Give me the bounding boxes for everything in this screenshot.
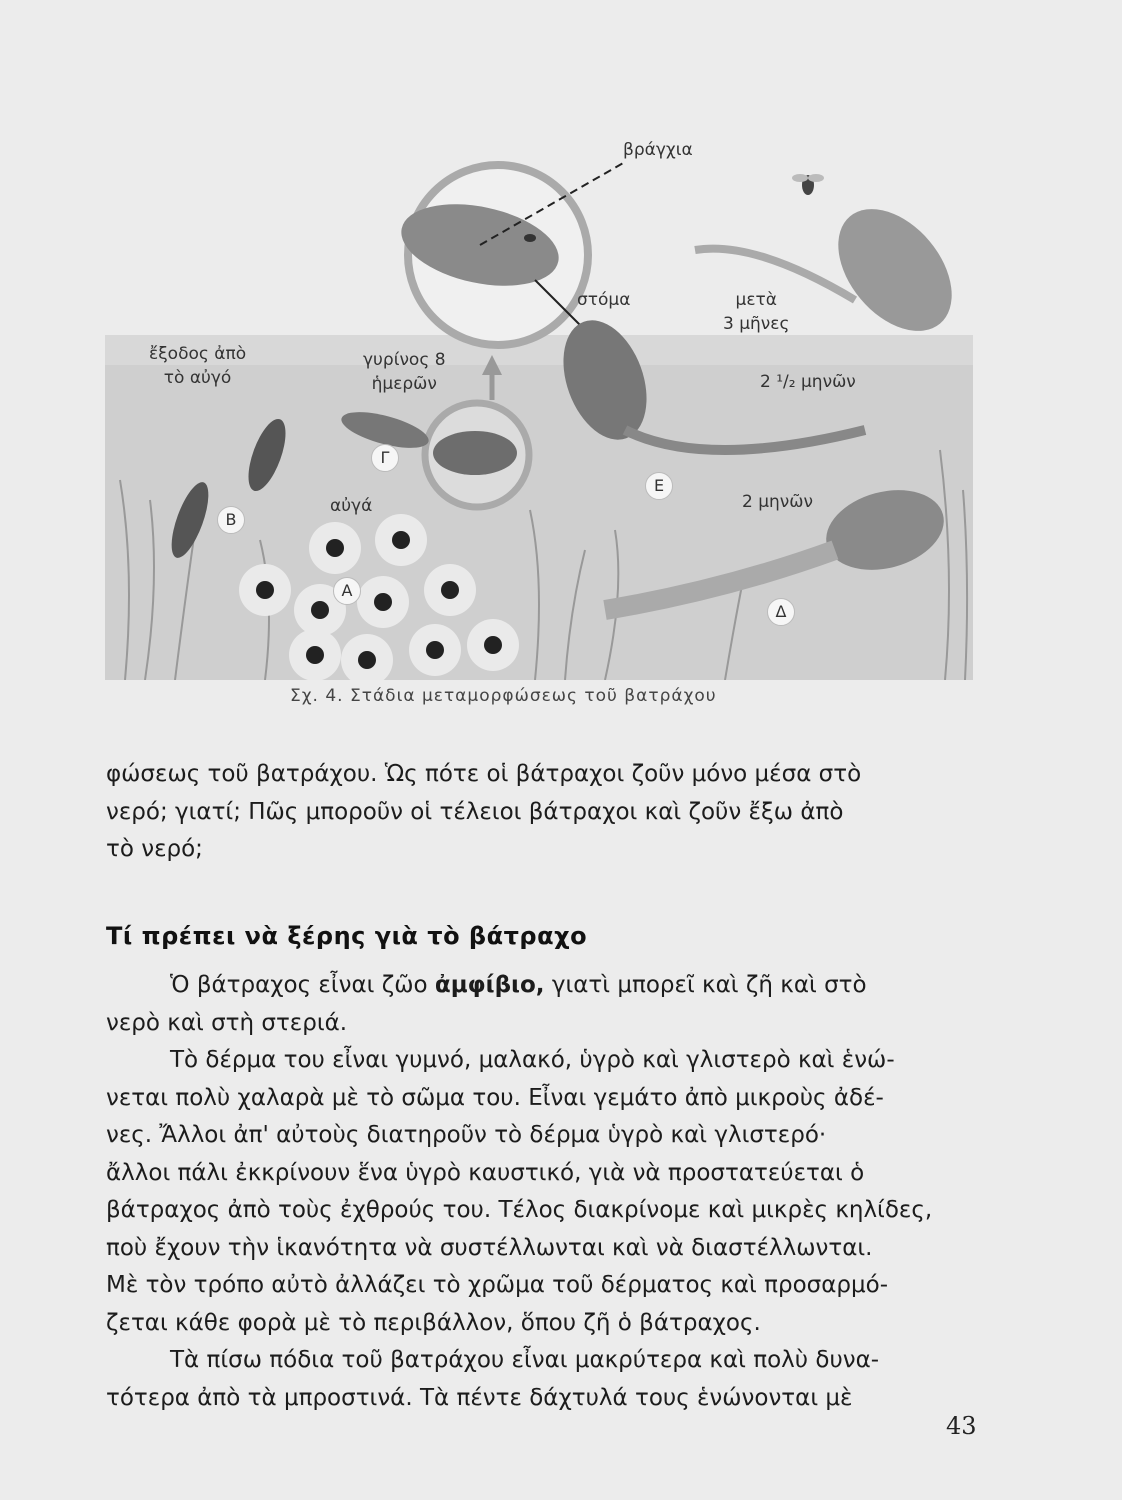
paragraph-line: Μὲ τὸν τρόπο αὐτὸ ἀλλάζει τὸ χρῶμα τοῦ δέρματος καὶ προσαρμό- [106,1272,889,1298]
label-gills: βράγχια [623,140,693,160]
term-amphibian: ἀμφίβιο, [434,972,545,998]
p1-post: γιατὶ μπορεῖ καὶ ζῆ καὶ στὸ [551,972,867,998]
figure-caption: Σχ. 4. Στάδια μεταμορφώσεως τοῦ βατράχου [290,686,717,706]
frog-metamorphosis-figure [105,140,973,680]
intro-paragraph [106,756,978,869]
label-hatching [149,342,246,390]
paragraph-legs [106,1342,978,1417]
label-tadpole-8-days-line1: γυρίνος 8 [363,350,446,370]
label-after-3-months-line1: μετὰ [735,290,777,310]
stage-letter-c: Γ [371,444,399,472]
label-mouth: στόμα [577,290,631,310]
paragraph-line: ἄλλοι πάλι ἐκκρίνουν ἕνα ὑγρὸ καυστικό, γιὰ νὰ προστατεύεται ὁ [106,1159,865,1186]
paragraph-line: νερὸ καὶ στὴ στεριά. [106,1009,348,1036]
paragraph-line: νεται πολὺ χαλαρὰ μὲ τὸ σῶμα του. Εἶναι γεμάτο ἀπὸ μικροὺς ἀδέ- [106,1084,884,1111]
paragraph-line: Τὸ δέρμα του εἶναι γυμνό, μαλακό, ὑγρὸ καὶ γλιστερὸ καὶ ἑνώ- [170,1047,895,1073]
label-tadpole-8-days [363,348,446,396]
label-hatching-line2: τὸ αὐγό [163,368,232,388]
paragraph-amphibian [106,967,978,1042]
paragraph-line: ποὺ ἔχουν τὴν ἱκανότητα νὰ συστέλλωνται καὶ νὰ διαστέλλωνται. [106,1234,873,1261]
paragraph-line: Τὰ πίσω πόδια τοῦ βατράχου εἶναι μακρύτερα καὶ πολὺ δυνα- [170,1347,880,1373]
paragraph-line: νες. Ἄλλοι ἀπ' αὐτοὺς διατηροῦν τὸ δέρμα ὑγρὸ καὶ γλιστερό· [106,1122,827,1148]
figure-illustration [105,150,973,680]
intro-line: φώσεως τοῦ βατράχου. Ὡς πότε οἱ βάτραχοι ζοῦν μόνο μέσα στὸ [106,761,862,787]
paragraph-line: ζεται κάθε φορὰ μὲ τὸ περιβάλλον, ὅπου ζῆ ὁ βάτραχος. [106,1309,761,1336]
intro-line: νερό; γιατί; Πῶς μποροῦν οἱ τέλειοι βάτραχοι καὶ ζοῦν ἔξω ἀπὸ [106,798,844,825]
stage-letter-d: Δ [767,598,795,626]
intro-line: τὸ νερό; [106,836,203,862]
paragraph-line [106,967,978,1005]
label-hatching-line1: ἔξοδος ἀπὸ [149,344,247,364]
fly [792,174,824,195]
stage-letter-b: Β [217,506,245,534]
label-after-3-months-line2: 3 μῆνες [723,314,790,334]
section-heading: Τί πρέπει νὰ ξέρης γιὰ τὸ βάτραχο [106,922,588,950]
label-after-3-months [723,288,789,336]
p1-pre: Ὁ βάτραχος εἶναι ζῶο [170,972,428,998]
stage-letter-e: Ε [645,472,673,500]
page-number: 43 [946,1412,977,1440]
label-tadpole-8-days-line2: ἡμερῶν [371,374,437,394]
paragraph-line: τότερα ἀπὸ τὰ μπροστινά. Τὰ πέντε δάχτυλά τους ἑνώνονται μὲ [106,1384,853,1411]
stage-letter-a: Α [333,577,361,605]
label-2-5-months: 2 ¹/₂ μηνῶν [760,372,856,392]
paragraph-skin [106,1042,978,1342]
label-2-months: 2 μηνῶν [742,492,814,512]
paragraph-line: βάτραχος ἀπὸ τοὺς ἐχθρούς του. Τέλος διακρίνομε καὶ μικρὲς κηλίδες, [106,1197,933,1223]
label-eggs: αὐγά [330,496,373,516]
